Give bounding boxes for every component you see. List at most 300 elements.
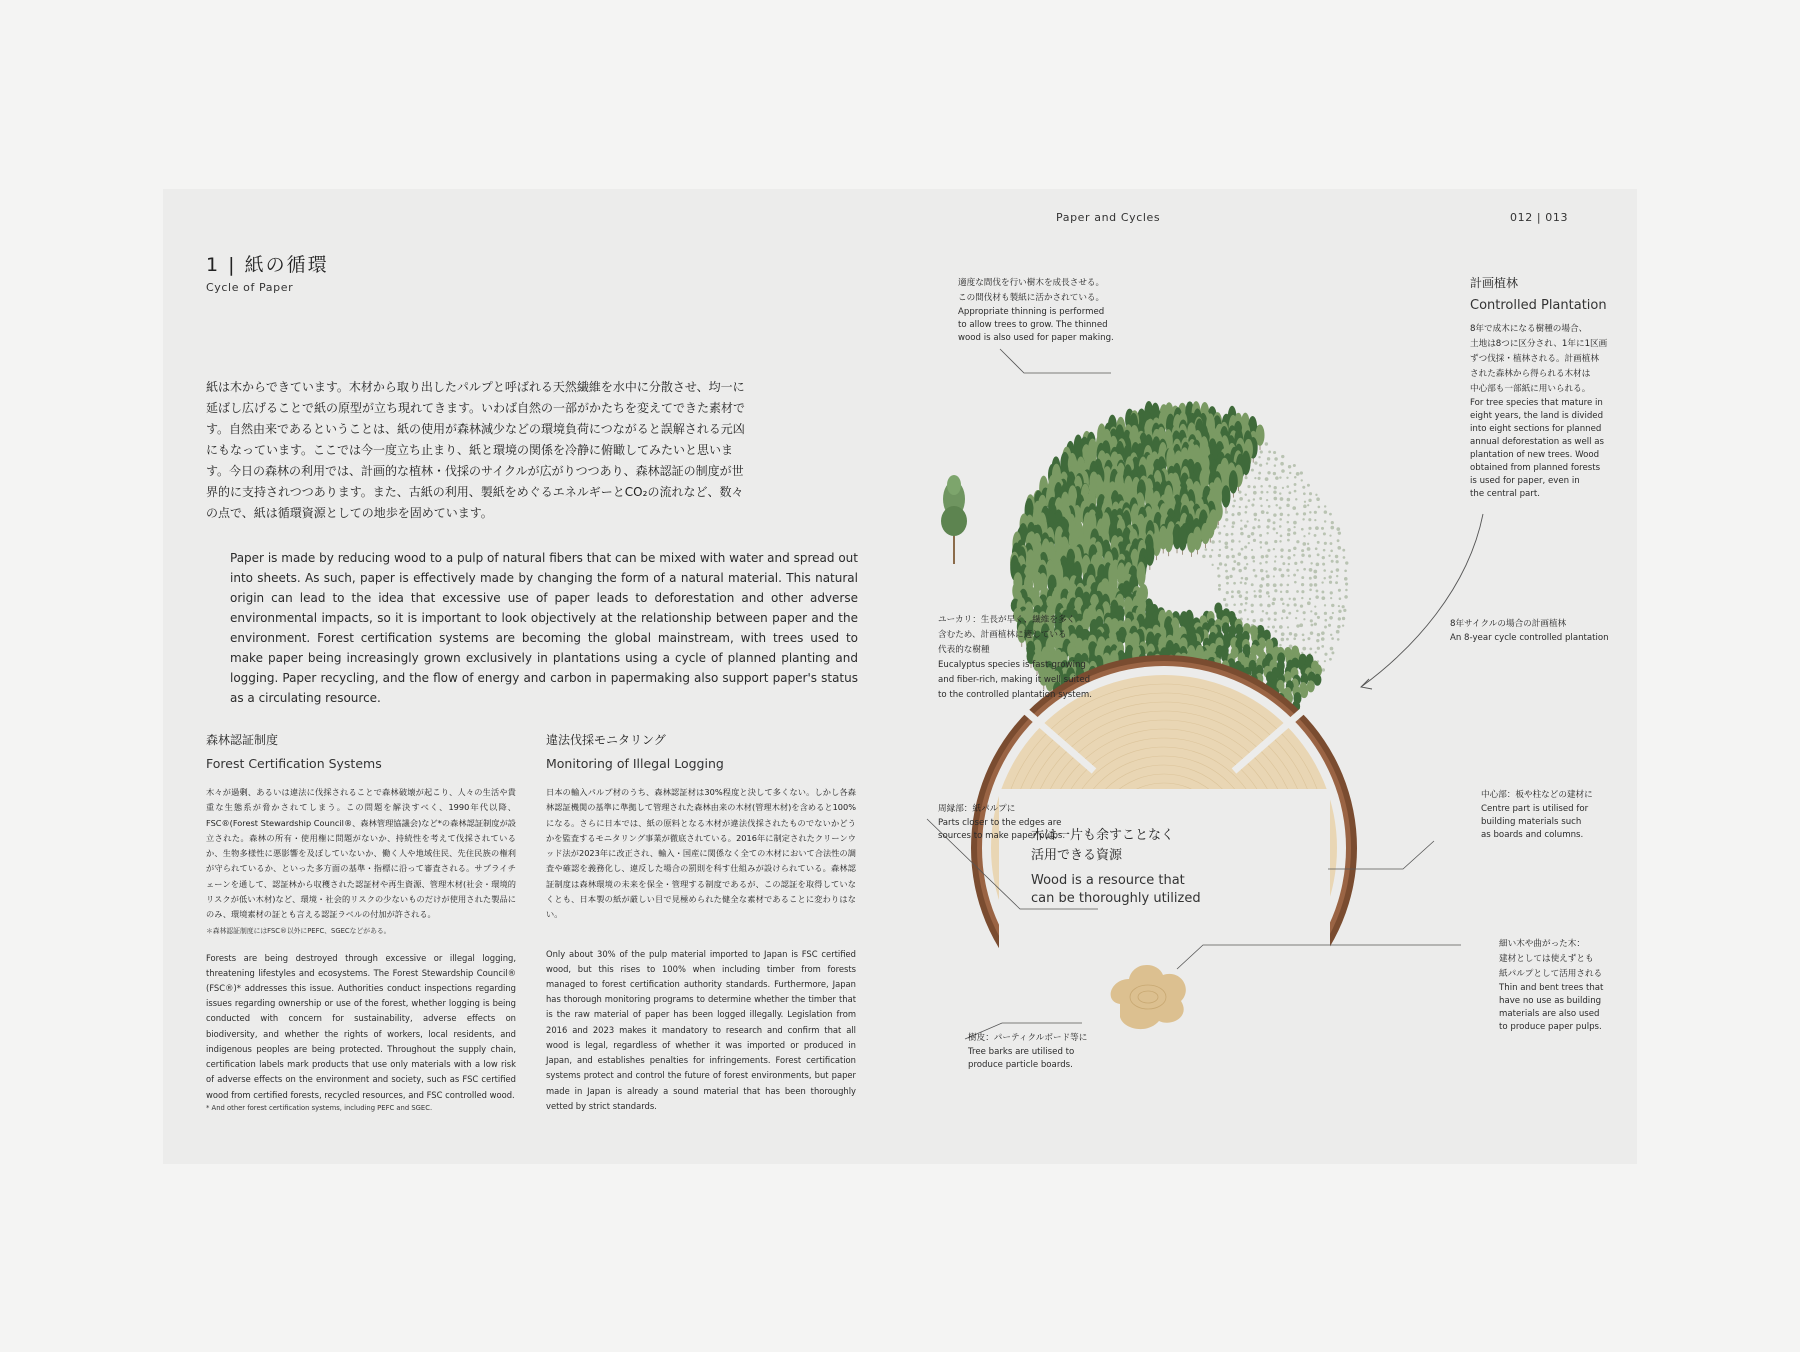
seedling-mark — [1303, 512, 1306, 515]
seedling-mark — [1309, 588, 1312, 591]
seedling-mark — [1336, 568, 1340, 572]
plantation-ja-5: 中心部も一部紙に用いられる。 — [1470, 384, 1591, 394]
seedling-mark — [1307, 547, 1311, 551]
seedling-mark — [1293, 464, 1296, 467]
seedling-mark — [1266, 525, 1269, 528]
page-numbers: 012 | 013 — [1510, 211, 1569, 224]
seedling-mark — [1202, 555, 1205, 558]
seedling-mark — [1259, 603, 1262, 606]
seedling-mark — [1246, 520, 1248, 522]
seedling-mark — [1301, 553, 1304, 556]
seedling-mark — [1322, 556, 1325, 559]
thin-ja-2: 建材としては使えずとも — [1499, 954, 1594, 964]
seedling-mark — [1288, 465, 1291, 468]
seedling-mark — [1307, 484, 1310, 487]
seedling-mark — [1273, 497, 1277, 501]
seedling-mark — [1287, 514, 1290, 517]
seedling-mark — [1287, 584, 1290, 587]
seedling-mark — [1225, 545, 1229, 549]
section-note-ja: ＊森林認証制度にはFSC®以外にPEFC、SGECなどがある。 — [206, 926, 391, 935]
seedling-mark — [1217, 567, 1220, 570]
eucalyptus-en-2: and fiber-rich, making it well suited — [938, 675, 1091, 685]
seedling-mark — [1302, 633, 1305, 636]
seedling-mark — [1321, 596, 1325, 600]
seedling-mark — [1301, 652, 1303, 654]
seedling-mark — [1313, 570, 1317, 574]
seedling-mark — [1329, 575, 1332, 578]
seedling-mark — [1324, 505, 1326, 507]
seedling-mark — [1321, 645, 1324, 648]
seedling-mark — [1309, 492, 1312, 495]
seedling-mark — [1231, 539, 1235, 543]
seedling-mark — [1293, 532, 1296, 535]
seedling-mark — [1257, 525, 1260, 528]
seedling-mark — [1330, 591, 1333, 594]
seedling-mark — [1288, 563, 1290, 565]
seedling-mark — [1254, 518, 1257, 521]
seedling-mark — [1251, 503, 1254, 506]
seedling-mark — [1223, 525, 1225, 527]
seedling-mark — [1316, 563, 1320, 567]
seedling-mark — [1246, 591, 1249, 594]
seedling-mark — [1226, 582, 1229, 585]
plantation-en-1: For tree species that mature in — [1470, 398, 1603, 408]
plantation-ja-3: ずつ伐採・植林される。計画植林 — [1470, 354, 1599, 364]
seedling-mark — [1293, 637, 1296, 640]
seedling-mark — [1261, 510, 1265, 514]
seedling-mark — [1317, 541, 1320, 544]
edge-ja: 周縁部：紙パルプに — [938, 804, 1016, 814]
core-en-3: as boards and columns. — [1481, 830, 1584, 840]
seedling-mark — [1329, 535, 1331, 537]
seedling-mark — [1274, 618, 1277, 621]
section-note-en: * And other forest certification systems, including PEFC and SGEC. — [206, 1103, 433, 1112]
seedling-mark — [1244, 556, 1248, 560]
seedling-mark — [1259, 464, 1262, 467]
seedling-mark — [1314, 519, 1316, 521]
seedling-mark — [1288, 491, 1291, 494]
seedling-mark — [1273, 583, 1277, 587]
edge-en-1: Parts closer to the edges are — [938, 818, 1062, 828]
seedling-mark — [1237, 562, 1241, 566]
seedling-mark — [1282, 602, 1285, 605]
seedling-mark — [1296, 590, 1299, 593]
seedling-mark — [1238, 540, 1240, 542]
seedling-mark — [1265, 612, 1268, 615]
seedling-mark — [1279, 540, 1281, 542]
seedling-mark — [1286, 477, 1288, 479]
lead-paragraph-en: Paper is made by reducing wood to a pulp of natural fibers that can be mixed with water and spread out into sheets. As such, paper is effectively made by changing the form of a natural material. This natural origin can lead to the idea that excessive use of paper leads to deforestation and other adverse environmental impacts, so it is important to look objectively at the relationship between paper and the environment. Forest certification systems are becoming the global mainstream, with trees used to make paper being increasingly grown exclusively in plantations using a cycle of planned planting and logging. Paper recycling, and the flow of energy and carbon in papermaking also support paper's status as a circulating resource. — [230, 551, 858, 705]
seedling-mark — [1259, 562, 1262, 565]
seedling-mark — [1274, 457, 1277, 460]
eucalyptus-ja-1: ユーカリ：生長が早く、繊維を多く — [938, 615, 1076, 625]
seedling-mark — [1307, 637, 1310, 640]
caption-thinning-en-3: wood is also used for paper making. — [958, 333, 1114, 343]
seedling-mark — [1244, 545, 1247, 548]
seedling-mark — [1301, 549, 1304, 552]
book-spread — [163, 189, 1637, 1164]
seedling-mark — [1281, 632, 1285, 636]
seedling-mark — [1321, 631, 1325, 635]
seedling-mark — [1231, 590, 1234, 593]
seedling-mark — [1254, 575, 1257, 578]
log-centre-ja-1: 木は一片も余すことなく — [1031, 828, 1175, 843]
seedling-mark — [1240, 603, 1243, 606]
seedling-mark — [1233, 500, 1236, 503]
section-body-en: Only about 30% of the pulp material imported to Japan is FSC certified wood, but this rises to 100% when including timber from forests managed to forest certification authority standards. Furthermore, Japan has thorough monitoring programs to determine whether the timber that is the raw material of paper has been logged illegally. Legislation from 2016 and 2023 makes it mandatory to research and confirm that all wood is legal, regardless of whether it was imported or produced in Japan, and establishes penalties for infringements. Forest certification systems protect and control the future of forest environments, but paper made in Japan is already a sound material that has been thoroughly vetted by strict standards. — [546, 948, 856, 1111]
seedling-mark — [1275, 630, 1278, 633]
seedling-mark — [1209, 555, 1212, 558]
seedling-mark — [1260, 618, 1264, 622]
seedling-mark — [1280, 462, 1284, 466]
chapter-title: 1 | 紙の循環 — [206, 254, 329, 276]
seedling-mark — [1218, 540, 1221, 543]
seedling-mark — [1314, 612, 1317, 615]
seedling-mark — [1310, 610, 1312, 612]
seedling-mark — [1338, 617, 1341, 620]
seedling-mark — [1307, 543, 1309, 545]
seedling-mark — [1294, 490, 1297, 493]
seedling-mark — [1314, 605, 1316, 607]
seedling-mark — [1233, 560, 1236, 563]
seedling-mark — [1232, 505, 1235, 508]
seedling-mark — [1289, 598, 1291, 600]
seedling-mark — [1251, 532, 1255, 536]
seedling-mark — [1323, 569, 1326, 572]
seedling-mark — [1317, 633, 1320, 636]
plantation-ja-2: 土地は8つに区分され、1年に1区画 — [1470, 339, 1608, 349]
seedling-mark — [1238, 569, 1241, 572]
seedling-mark — [1331, 521, 1334, 524]
bark-en-2: produce particle boards. — [968, 1060, 1073, 1070]
seedling-mark — [1324, 612, 1327, 615]
seedling-mark — [1260, 569, 1263, 572]
seedling-mark — [1301, 528, 1304, 531]
seedling-mark — [1251, 610, 1254, 613]
seedling-mark — [1331, 637, 1334, 640]
seedling-mark — [1282, 487, 1284, 489]
seedling-mark — [1293, 521, 1297, 525]
seedling-mark — [1244, 609, 1247, 612]
seedling-mark — [1344, 595, 1348, 599]
seedling-mark — [1253, 560, 1256, 563]
eucalyptus-ja-3: 代表的な樹種 — [938, 645, 990, 655]
seedling-mark — [1294, 603, 1297, 606]
plantation-en-6: obtained from planned forests — [1470, 463, 1601, 473]
seedling-mark — [1321, 527, 1324, 530]
seedling-mark — [1282, 562, 1285, 565]
seedling-mark — [1239, 497, 1243, 501]
seedling-mark — [1225, 603, 1229, 607]
seedling-mark — [1280, 555, 1283, 558]
seedling-mark — [1219, 562, 1222, 565]
seedling-mark — [1280, 535, 1283, 538]
seedling-mark — [1238, 491, 1241, 494]
seedling-mark — [1225, 570, 1228, 573]
seedling-mark — [1286, 485, 1289, 488]
seedling-mark — [1293, 574, 1296, 577]
seedling-mark — [1289, 472, 1291, 474]
seedling-mark — [1273, 513, 1276, 516]
seedling-mark — [1245, 493, 1247, 495]
seedling-mark — [1335, 581, 1338, 584]
seedling-mark — [1237, 512, 1241, 516]
seedling-mark — [1338, 610, 1341, 613]
caption-plantation — [1470, 274, 1610, 501]
seedling-mark — [1345, 589, 1348, 592]
seedling-mark — [1308, 554, 1311, 557]
seedling-mark — [1251, 469, 1254, 472]
caption-core — [1481, 788, 1593, 842]
seedling-mark — [1337, 546, 1341, 550]
seedling-mark — [1259, 541, 1262, 544]
seedling-mark — [1331, 560, 1334, 563]
seedling-mark — [1248, 542, 1250, 544]
seedling-mark — [1301, 597, 1303, 599]
young-tree-mark — [1307, 680, 1315, 692]
seedling-mark — [1262, 610, 1264, 612]
seedling-mark — [1273, 548, 1275, 550]
seedling-mark — [1253, 590, 1255, 592]
seedling-mark — [1267, 457, 1270, 460]
seedling-mark — [1314, 623, 1317, 626]
seedling-mark — [1233, 604, 1236, 607]
caption-cycle — [1450, 617, 1609, 645]
plantation-en-3: into eight sections for planned — [1470, 424, 1602, 434]
seedling-mark — [1330, 647, 1334, 651]
seedling-mark — [1336, 575, 1338, 577]
seedling-mark — [1232, 521, 1235, 524]
seedling-mark — [1267, 604, 1271, 608]
seedling-mark — [1260, 450, 1263, 453]
seedling-mark — [1266, 511, 1269, 514]
seedling-mark — [1314, 511, 1317, 514]
seedling-mark — [1266, 575, 1270, 579]
caption-eucalyptus — [938, 613, 1092, 703]
seedling-mark — [1231, 595, 1234, 598]
seedling-mark — [1267, 549, 1270, 552]
seedling-mark — [1275, 504, 1277, 506]
seedling-mark — [1268, 450, 1271, 453]
seedling-mark — [1324, 520, 1326, 522]
seedling-mark — [1287, 533, 1291, 537]
plantation-ja-1: 8年で成木になる樹種の場合、 — [1470, 324, 1588, 334]
seedling-mark — [1324, 660, 1326, 662]
seedling-mark — [1323, 532, 1326, 535]
seedling-mark — [1296, 540, 1299, 543]
seedling-mark — [1303, 618, 1305, 620]
seedling-mark — [1280, 497, 1284, 501]
seedling-mark — [1323, 549, 1326, 552]
seedling-mark — [1218, 532, 1221, 535]
cycle-arrow — [1361, 514, 1483, 687]
seedling-mark — [1282, 609, 1286, 613]
seedling-mark — [1344, 577, 1348, 581]
seedling-mark — [1240, 581, 1243, 584]
seedling-mark — [1225, 518, 1228, 521]
seedling-mark — [1329, 616, 1333, 620]
mature-tree-mark — [1221, 485, 1230, 507]
seedling-mark — [1309, 583, 1312, 586]
seedling-mark — [1266, 591, 1269, 594]
seedling-mark — [1342, 624, 1344, 626]
seedling-mark — [1338, 531, 1341, 534]
mature-tree-mark — [1229, 470, 1238, 494]
seedling-mark — [1287, 539, 1290, 542]
seedling-mark — [1338, 589, 1341, 592]
seedling-mark — [1273, 527, 1276, 530]
plantation-en-5: plantation of new trees. Wood — [1470, 450, 1600, 460]
caption-thinning-ja-2: この間伐材も製紙に活かされている。 — [958, 293, 1105, 303]
section-title-ja: 違法伐採モニタリング — [546, 733, 666, 747]
seedling-mark — [1287, 626, 1289, 628]
seedling-mark — [1219, 549, 1221, 551]
log-centre-ja-2: 活用できる資源 — [1031, 848, 1123, 863]
seedling-mark — [1260, 491, 1263, 494]
core-en-2: building materials such — [1481, 817, 1582, 827]
seedling-mark — [1303, 492, 1306, 495]
plantation-en-8: the central part. — [1470, 489, 1540, 499]
eucalyptus-en-3: to the controlled plantation system. — [938, 690, 1093, 700]
seedling-mark — [1238, 552, 1242, 556]
plantation-title-ja: 計画植林 — [1470, 276, 1519, 290]
mature-tree-mark — [1201, 523, 1210, 544]
seedling-mark — [1247, 485, 1250, 488]
seedling-mark — [1245, 476, 1248, 479]
seedling-mark — [1251, 549, 1253, 551]
seedling-mark — [1314, 534, 1317, 537]
seedling-mark — [1260, 546, 1262, 548]
seedling-mark — [1317, 647, 1320, 650]
section-body-ja: 木々が過剰、あるいは違法に伐採されることで森林破壊が起こり、人々の生活や貴重な生態系が脅かされてしまう。この問題を解決すべく、1990年代以降、FSC®(Forest Stewardship Council®、森林管理協議会)など*の森林認証制度が設立された。森林の所有・使用権に問題がないか、持続性を考えて伐採されているか、生物多様性に悪影響を及ぼしていないか、働く人や地域住民、先住民族の権利が守られているか、といった多方面の基準・指標に沿って審査される。サプライチェーンを通して、認証林から収穫された認証材や再生資源、管理木材(社会・環境的リスクが低い木材)など、環境・社会的リスクの少ないものだけが使用された製品にのみ、環境素材の証とも言える認証ラベルの付加が許される。 — [206, 787, 516, 920]
seedling-mark — [1342, 549, 1345, 552]
seedling-mark — [1301, 576, 1304, 579]
seedling-mark — [1266, 462, 1268, 464]
seedling-mark — [1309, 568, 1313, 572]
seedling-mark — [1253, 485, 1256, 488]
seedling-mark — [1304, 501, 1306, 503]
seedling-mark — [1260, 485, 1263, 488]
seedling-mark — [1300, 604, 1303, 607]
seedling-mark — [1281, 455, 1284, 458]
seedling-mark — [1258, 456, 1260, 458]
seedling-mark — [1266, 532, 1268, 534]
seedling-mark — [1266, 583, 1270, 587]
seedling-mark — [1253, 539, 1256, 542]
seedling-mark — [1308, 499, 1311, 502]
seedling-mark — [1294, 633, 1298, 637]
seedling-mark — [1229, 575, 1232, 578]
seedling-mark — [1330, 550, 1333, 553]
seedling-mark — [1302, 647, 1306, 651]
seedling-mark — [1280, 583, 1283, 586]
seedling-mark — [1286, 638, 1289, 641]
seedling-mark — [1274, 589, 1277, 592]
seedling-mark — [1337, 539, 1340, 542]
seedling-mark — [1240, 527, 1243, 530]
seedling-mark — [1281, 638, 1285, 642]
seedling-mark — [1294, 476, 1297, 479]
seedling-mark — [1315, 547, 1318, 550]
seedling-mark — [1289, 632, 1292, 635]
seedling-mark — [1272, 625, 1275, 628]
young-tree-mark — [1313, 674, 1321, 686]
seedling-mark — [1233, 582, 1236, 585]
seedling-mark — [1239, 506, 1241, 508]
plantation-en-4: annual deforestation as well as — [1470, 437, 1604, 447]
seedling-mark — [1258, 595, 1261, 598]
seedling-mark — [1293, 547, 1296, 550]
seedling-mark — [1308, 527, 1311, 530]
seedling-mark — [1259, 497, 1262, 500]
seedling-mark — [1336, 560, 1339, 563]
seedling-mark — [1240, 532, 1244, 536]
seedling-mark — [1279, 476, 1281, 478]
seedling-mark — [1225, 511, 1228, 514]
thin-en-1: Thin and bent trees that — [1499, 983, 1604, 993]
seedling-mark — [1254, 595, 1257, 598]
seedling-mark — [1231, 525, 1234, 528]
seedling-mark — [1266, 499, 1268, 501]
seedling-mark — [1299, 623, 1303, 627]
section-body-en: Forests are being destroyed through excessive or illegal logging, threatening lifestyles and ecosystems. The Forest Stewardship Council® (FSC®)* addresses this issue. Authorities conduct inspections regarding issues regarding ownership or use of the forest, whether logging is being conducted with concern for sustainability, adverse effects on biodiversity, and whether the rights of workers, local residents, and indigenous peoples are being protected. Throughout the supply chain, certification labels mark products that use only materials with a low risk of adverse effects on the environment and society, such as FSC certified wood from certified forests, recycled resources, and FSC controlled wood. — [206, 952, 516, 1100]
edge-en-2: sources to make paper pulps. — [938, 831, 1066, 841]
core-ja: 中心部：板や柱などの建材に — [1481, 790, 1593, 800]
seedling-mark — [1240, 520, 1242, 522]
seedling-mark — [1267, 626, 1269, 628]
section-body-ja: 日本の輸入パルプ材のうち、森林認証材は30%程度と決して多くない。しかし各森林認証機関の基準に準拠して管理された森林由来の木材(管理木材)を含めると100%になる。さらに日本では、紙の原料となる木材が違法伐採されたものでないかどうかを監査するモニタリング事業が徹底されている。2016年に制定されたクリーンウッド法が2023年に改正され、輸入・国産に関係なく全ての木材において合法性の調査や確認を義務化し、違反した場合の罰則を科す仕組みが設けられている。森林認証制度は森林環境の未来を保全・管理する制度であるが、この認証を取得していなくとも、日本製の紙が厳しい目で見極められた健全な素材であることに変わりはない。 — [546, 787, 856, 920]
seedling-mark — [1265, 477, 1269, 481]
seedling-mark — [1205, 548, 1208, 551]
section-title-en: Forest Certification Systems — [206, 756, 382, 771]
core-en-1: Centre part is utilised for — [1481, 804, 1589, 814]
cycle-en: An 8-year cycle controlled plantation — [1450, 633, 1609, 643]
single-eucalyptus-tree-illustration — [941, 475, 967, 564]
seedling-mark — [1211, 549, 1213, 551]
seedling-mark — [1247, 618, 1249, 620]
seedling-mark — [1330, 526, 1334, 530]
seedling-mark — [1324, 542, 1327, 545]
seedling-mark — [1279, 518, 1282, 521]
seedling-mark — [1332, 612, 1334, 614]
seedling-mark — [1251, 604, 1254, 607]
seedling-mark — [1318, 506, 1321, 509]
seedling-mark — [1281, 469, 1285, 473]
seedling-mark — [1268, 595, 1270, 597]
seedling-mark — [1253, 513, 1257, 517]
seedling-mark — [1316, 639, 1319, 642]
plantation-en-2: eight years, the land is divided — [1470, 411, 1604, 421]
seedling-mark — [1303, 505, 1307, 509]
seedling-mark — [1244, 566, 1247, 569]
seedling-mark — [1280, 598, 1283, 601]
seedling-mark — [1307, 504, 1309, 506]
seedling-mark — [1245, 511, 1248, 514]
seedling-mark — [1300, 471, 1303, 474]
eucalyptus-en-1: Eucalyptus species is fast-growing — [938, 660, 1086, 670]
seedling-mark — [1217, 574, 1220, 577]
seedling-mark — [1307, 601, 1311, 605]
seedling-mark — [1314, 583, 1318, 587]
section-title-en: Monitoring of Illegal Logging — [546, 756, 724, 771]
seedling-mark — [1330, 570, 1333, 573]
seedling-mark — [1265, 555, 1268, 558]
seedling-mark — [1345, 582, 1348, 585]
seedling-mark — [1328, 555, 1330, 557]
seedling-mark — [1274, 540, 1277, 543]
seedling-mark — [1246, 563, 1248, 565]
seedling-mark — [1293, 597, 1296, 600]
